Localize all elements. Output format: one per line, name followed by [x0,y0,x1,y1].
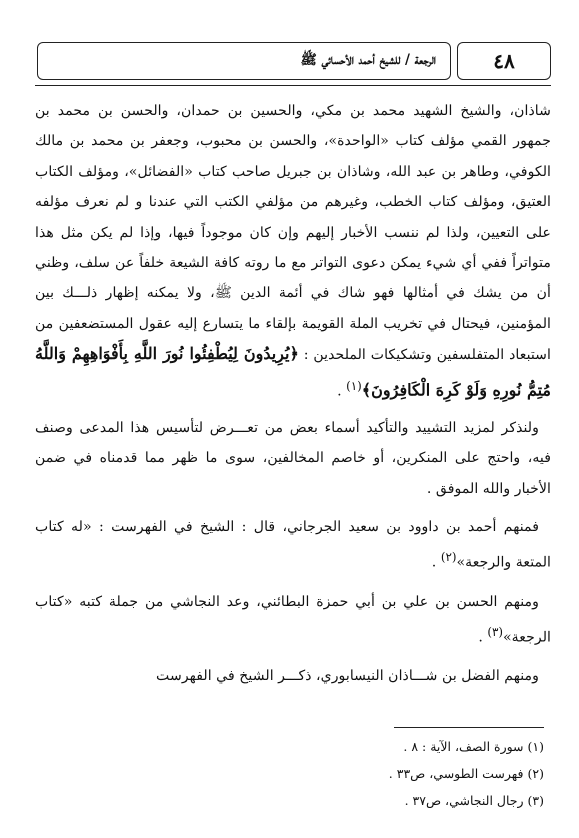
footnote-ref-2: (٢) [440,550,457,565]
running-title-box [37,42,451,80]
footnotes [244,733,544,814]
paragraph-3 [35,512,551,579]
running-title: الرجعة / للشيخ أحمد الأحسائي ﷺ [300,52,436,68]
paragraph-3-text: فمنهم أحمد بن داوود بن سعيد الجرجاني، قال : الشيخ في الفهرست : «له كتاب المتعة والرجعة» [35,519,551,572]
paragraph-3-end: . [431,555,441,572]
footnote-separator [394,727,544,728]
quran-verse: ﴿يُرِيدُونَ لِيُطْفِئُوا نُورَ اللَّهِ بِأَفْوَاهِهِمْ وَاللَّهُ مُتِمُّ نُورِهِ وَلَوْ كَرِهَ الْكَافِرُونَ﴾ [35,344,551,400]
main-text [35,96,551,692]
footnote-3: (٣) رجال النجاشي، ص٣٧ . [404,793,544,808]
paragraph-1-text: شاذان، والشيخ الشهيد محمد بن مكي، والحسين بن حمدان، والحسن بن محمد بن جمهور القمي مؤلف كتاب «الواحدة»، والحسن بن محبوب، وجعفر بن محمد بن مالك الكوفي، وطاهر بن عبد الله، وشاذان بن جبريل صاحب كتاب «الفضائل»، ومؤلف الكتاب العتيق، ومؤلف كتاب الخطب، وغيرهم من مؤلفي الكتب التي عندنا و لم نعرف مؤلفه على التعيين، ولذا لم ننسب الأخبار إليهم وإن كان موجوداً فيها، وإذا لم يكن مثل هذا متواتراً ففي أي شيء يمكن دعوى التواتر مع ما روته كافة الشيعة خلفاً عن سلف، وظني أن من يشك في أمثالها فهو شاك في أئمة الدين ﷺ، ولا يمكنه إظهار ذلـــك بين المؤمنين، فيحتال في تخريب الملة القويمة بإلقاء ما يتسارع إليه عقول المستضعفين من استبعاد المتفلسفين وتشكيكات الملحدين : [35,103,551,364]
footnote-ref-3: (٣) [487,624,503,639]
page-number-box [457,42,551,80]
footnote-2: (٢) فهرست الطوسي، ص٣٣ . [388,766,544,781]
page-number: ٤٨ [493,49,515,73]
footnote-ref-1: (١) [346,378,362,393]
paragraph-1-end: . [337,383,347,400]
paragraph-2-text: ولنذكر لمزيد التشييد والتأكيد أسماء بعض من تعـــرض لتأسيس هذا المدعى وصنف فيه، واحتج على المنكرين، أو خاصم المخالفين، سوى ما ظهر مما قدمناه في ضمن الأخبار والله الموفق . [35,419,551,497]
header-rule [35,85,551,86]
paragraph-5-text: ومنهم الفضل بن شـــاذان النيسابوري، ذكـــر الشيخ في الفهرست [156,668,539,685]
paragraph-4 [35,587,551,654]
paragraph-5 [35,661,551,691]
paragraph-2 [35,413,551,504]
footnote-1: (١) سورة الصف، الآية : ٨ . [403,739,544,754]
page-header [35,42,551,86]
paragraph-4-text: ومنهم الحسن بن علي بن أبي حمزة البطائني، وعد النجاشي من جملة كتبه «كتاب الرجعة» [35,593,551,646]
paragraph-1 [35,96,551,407]
paragraph-4-end: . [478,629,488,646]
